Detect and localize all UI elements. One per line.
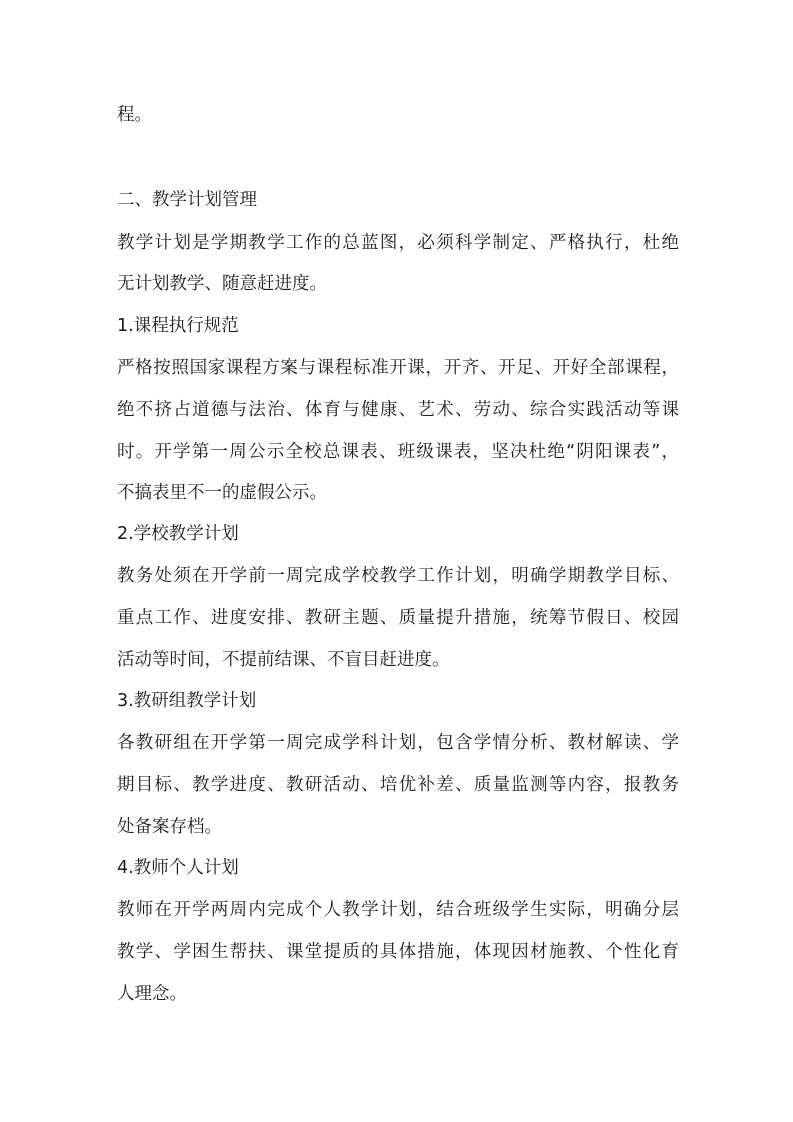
paragraph-line: 重点工作、进度安排、教研主题、质量提升措施，统筹节假日、校园 [117, 608, 679, 628]
paragraph-line: 无计划教学、随意赶进度。 [117, 274, 327, 294]
item-heading: 1.课程执行规范 [117, 316, 239, 336]
item-heading: 3.教研组教学计划 [117, 691, 257, 711]
paragraph-line: 处备案存档。 [117, 817, 222, 837]
paragraph-line: 教师在开学两周内完成个人教学计划，结合班级学生实际，明确分层 [117, 900, 679, 920]
paragraph-line: 人理念。 [117, 984, 187, 1004]
paragraph-line: 教学计划是学期教学工作的总蓝图，必须科学制定、严格执行，杜绝 [117, 233, 679, 253]
paragraph-line: 活动等时间，不提前结课、不盲目赶进度。 [117, 650, 450, 670]
section-heading: 二、教学计划管理 [117, 190, 257, 210]
paragraph-line: 教务处须在开学前一周完成学校教学工作计划，明确学期教学目标、 [117, 566, 679, 586]
paragraph-line: 教学、学困生帮扶、课堂提质的具体措施，体现因材施教、个性化育 [117, 942, 679, 962]
continuation-text: 程。 [117, 105, 152, 125]
paragraph-line: 绝不挤占道德与法治、体育与健康、艺术、劳动、综合实践活动等课 [117, 400, 679, 420]
item-heading: 4.教师个人计划 [117, 858, 239, 878]
paragraph-line: 严格按照国家课程方案与课程标准开课，开齐、开足、开好全部课程， [117, 358, 679, 378]
paragraph-line: 期目标、教学进度、教研活动、培优补差、质量监测等内容，报教务 [117, 775, 679, 795]
paragraph-line: 时。开学第一周公示全校总课表、班级课表，坚决杜绝“阴阳课表”， [117, 442, 679, 462]
paragraph-line: 不搞表里不一的虚假公示。 [117, 483, 327, 503]
item-heading: 2.学校教学计划 [117, 524, 239, 544]
paragraph-line: 各教研组在开学第一周完成学科计划，包含学情分析、教材解读、学 [117, 733, 679, 753]
